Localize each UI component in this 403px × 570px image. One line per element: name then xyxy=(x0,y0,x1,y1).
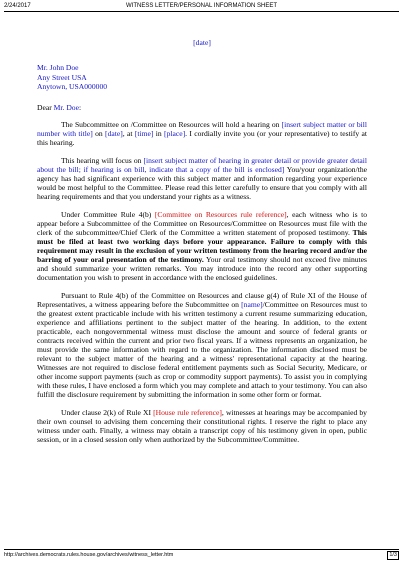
p3-text: Under Committee Rule 4(b) xyxy=(61,209,155,219)
header-title: WITNESS LETTER/PERSONAL INFORMATION SHEET xyxy=(125,3,278,9)
paragraph-disclosure xyxy=(37,291,367,399)
paragraph-invitation xyxy=(37,120,367,147)
footer-page-number: 1/3 xyxy=(389,552,397,558)
p5-text: Under clause 2(k) of Rule XI xyxy=(61,407,154,417)
header-rule xyxy=(4,11,399,12)
p3-text-mid: , each witness who is to appear before a Subcommittee of the Committee on Resources/Committee on Resources must file with the clerk of the subcommittee/Chief Clerk of the Committee a written statement of proposed testimony. xyxy=(37,209,367,237)
paragraph-counsel xyxy=(37,408,367,444)
salutation-end: : xyxy=(78,102,82,112)
salutation-name: Mr. Doe xyxy=(53,102,79,112)
p5-text-end: , witnesses at hearings may be accompanied by their own counsel to advising them concerning their constitutional rights. I reserve the right to place any witness under oath. Finally, a witness may obtain a transcript copy of his testimony given in open, public session, or in a closed session only when authorized by the Subcommittee/Committee. xyxy=(37,407,367,444)
p1-subject-placeholder: [insert subject matter or bill number with title] xyxy=(37,119,367,138)
letter-body xyxy=(37,38,367,453)
p1-place-placeholder: [place] xyxy=(164,128,186,138)
p1-text-on: on xyxy=(92,128,106,138)
p1-text: The Subcommittee on /Committee on Resources will hold a hearing on xyxy=(61,119,282,129)
address-line-name: Mr. John Doe xyxy=(37,63,79,72)
p1-text-in: in xyxy=(153,128,165,138)
p4-text-end: /Committee on Resources must to the greatest extent practicable include with his written testimony a current resume summarizing education, experience and affiliations pertinent to the subject matter of the hearing. In addition, to the extent practicable, each nongovernmental witness must disclose the amount and source of federal grants or contracts received within the current and prior two fiscal years. If a witness represents an organization, he must provide the same information with regard to the organization. The information disclosed must be relevant to the subject matter of the hearing and a witness' representational capacity at the hearing. Witnesses are not required to disclose federal entitlement payments such as Social Security, Medicare, or other income support payments (such as crop or commodity support payments). To assist you in complying with these rules, I have enclosed a form which you may complete and attach to your testimony. You can also fulfill the disclosure requirement by submitting the information in some other form or format. xyxy=(37,299,367,399)
p3-bold-requirement: This must be filed at least two working days before your appearance. Failure to comply with this requirement may result in the exclusion of your written testimony from the hearing record and/or the barring of your oral presentation of the testimony. xyxy=(37,227,367,264)
paragraph-focus xyxy=(37,156,367,201)
header-date: 2/24/2017 xyxy=(4,3,31,9)
salutation-lead: Dear xyxy=(37,102,54,112)
paragraph-rule-4b xyxy=(37,210,367,282)
p5-house-rule-reference: [House rule reference] xyxy=(153,407,222,417)
p4-name-placeholder: [name] xyxy=(241,299,263,309)
salutation xyxy=(37,103,367,112)
p2-text-end: You/your organization/the agency has had significant experience with this subject matter and information regarding your experience would be most helpful to the Committee. Please read this letter carefully to ensure that you comply with all hearing requirements and that you understand your rights as a witness. xyxy=(37,164,367,201)
p1-time-placeholder: [time] xyxy=(134,128,154,138)
address-line-city: Anytown, USA000000 xyxy=(37,82,108,91)
p3-rule-reference: [Committee on Resources rule reference] xyxy=(154,209,287,219)
footer-rule xyxy=(4,549,399,550)
recipient-address xyxy=(37,63,367,92)
p2-text: This hearing will focus on xyxy=(61,155,144,165)
p4-text: Pursuant to Rule 4(b) of the Committee on Resources and clause g(4) of Rule XI of the House of Representatives, a witness appearing before the Subcommittee on xyxy=(37,290,367,309)
p1-text-end: . I cordially invite you (or your representative) to testify at this hearing. xyxy=(37,128,367,147)
letter-date: [date] xyxy=(193,38,211,47)
address-line-street: Any Street USA xyxy=(37,72,87,82)
p2-detail-placeholder: [insert subject matter of hearing in greater detail or provide greater detail about the bill; if hearing is on bill, indicate that a copy of the bill is enclosed] xyxy=(37,155,367,174)
p1-text-at: , at xyxy=(122,128,135,138)
p1-date-placeholder: [date] xyxy=(105,128,123,138)
footer-url: http://archives.democrats.rules.house.gov/archives/witness_letter.htm xyxy=(4,552,174,558)
p3-text-end: Your oral testimony should not exceed five minutes and should summarize your written remarks. You may introduce into the record any other supporting documentation you wish to present in accordance with the enclosed guidelines. xyxy=(37,254,367,282)
